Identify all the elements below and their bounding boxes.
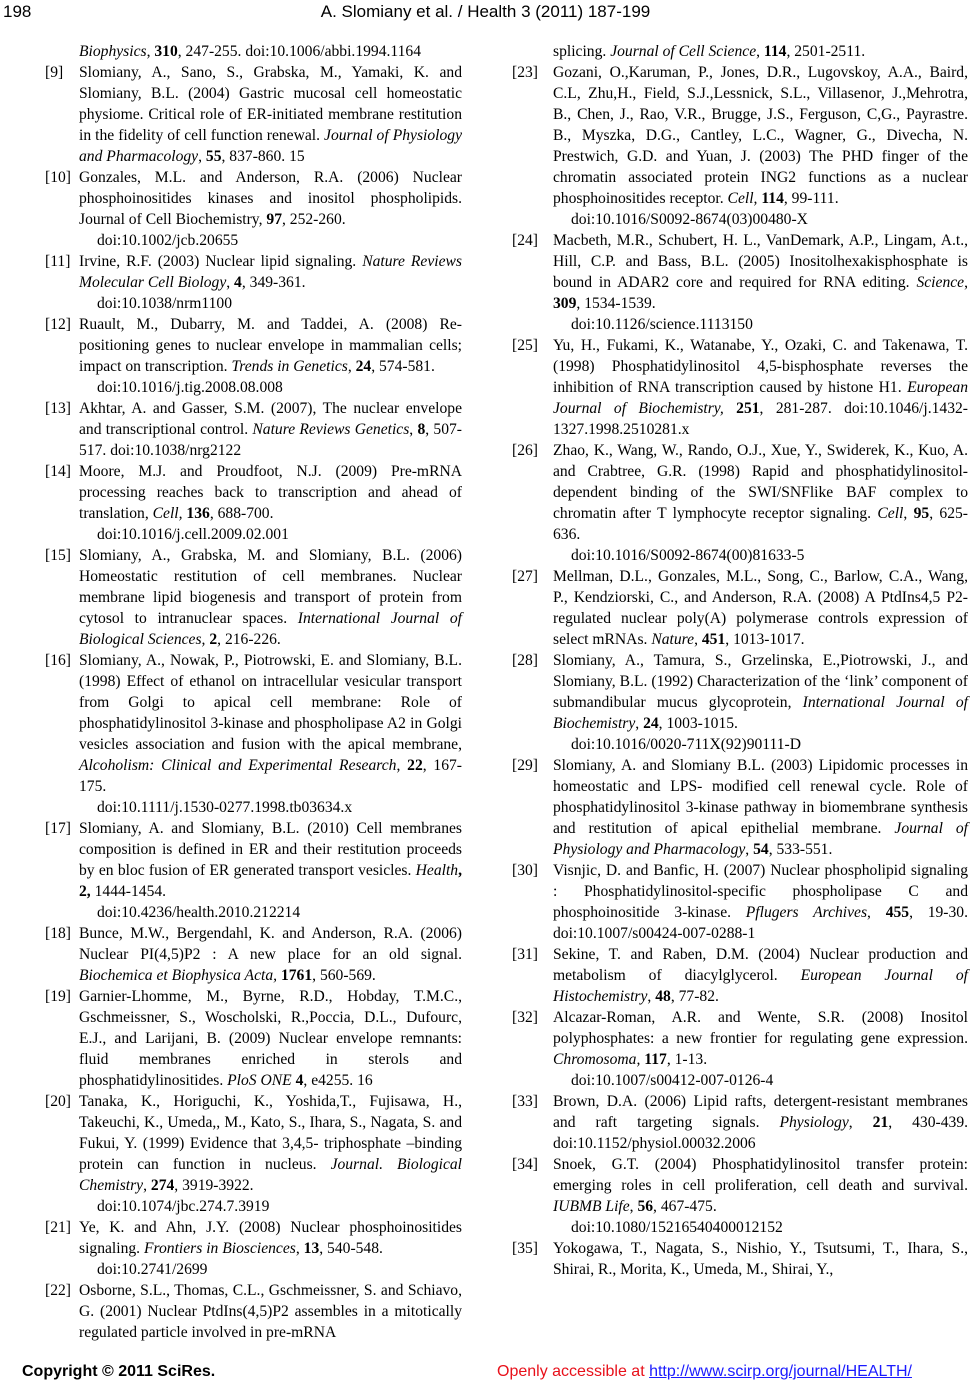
reference-entry [45,398,462,461]
reference-number: [21] [45,1219,71,1236]
reference-text: Slomiany, A., Grabska, M. and Slomiany, B.L. (2006) Homeostatic restitution of cell membranes. Nuclear membrane lipid biogenesis and transport of protein from cytosol to intranuclear spaces. [79,547,462,627]
reference-entry [45,545,462,650]
volume-number: 2 [209,631,218,648]
reference-text: , [903,505,914,522]
reference-text: , [143,1177,151,1194]
journal-title: International Journal of Biochemistry [553,694,968,732]
reference-number: [18] [45,925,71,942]
journal-title: Biochemica et Biophysica Acta, [79,967,278,984]
reference-text: , 507-517. doi:10.1038/nrg2122 [79,421,462,459]
journal-title: Journal of Cell Science [610,43,757,60]
reference-number: [28] [512,652,538,669]
reference-text: , 167-175. [79,757,462,795]
reference-text: , [756,43,764,60]
reference-text: Gozani, O.,Karuman, P., Jones, D.R., Lugovskoy, A.A., Baird, C.L, Zhu,H., Field, S.J.,Lessnick, S.L., Villasenor, J.,Mehrotra, B., Chen, J., Rao, V.R., Brugge, J.S., Ferguson, C,G., Payrastre. B., Myszka, D.G., Cantley, L.C., Wagner, G., Divecha, N. Prestwich, G.D. and Yuan, J. (2003) The PHD finger of the chromatin associated protein ING2 functions as a nuclear phosphoinositides receptor. [553,64,968,207]
reference-number: [33] [512,1093,538,1110]
reference-entry [512,335,968,440]
reference-number: [34] [512,1156,538,1173]
reference-text: 1444-1454. [90,883,167,900]
reference-entry [512,1091,968,1154]
reference-number: [29] [512,757,538,774]
reference-text: , 574-581. [371,358,435,375]
volume-number: 117 [644,1051,667,1068]
volume-number: 274 [150,1177,175,1194]
journal-title: Journal of Physiology and Pharmacology [553,820,968,858]
page-footer [0,1363,971,1385]
doi-text: doi:10.1126/science.1113150 [571,316,753,333]
reference-text: Ruault, M., Dubarry, M. and Taddei, A. (2008) Re-positioning genes to nuclear envelope in mammalian cells; impact on transcription. [79,316,462,375]
reference-number: [10] [45,169,71,186]
reference-text: Akhtar, A. and Gasser, S.M. (2007), The nuclear envelope and transcriptional control. [79,400,462,438]
reference-entry [45,461,462,545]
volume-number: 56 [637,1198,654,1215]
journal-title: Health [415,862,459,879]
reference-text: , [198,148,206,165]
reference-text: , [396,757,408,774]
volume-number: 24 [643,715,659,732]
reference-column-right [512,41,968,1280]
volume-number: 1761 [280,967,313,984]
volume-number: 95 [913,505,930,522]
doi-text: doi:10.1016/0020-711X(92)90111-D [571,736,801,753]
reference-text: , 1003-1015. [658,715,738,732]
access-label: Openly accessible at [497,1363,650,1380]
reference-text [724,400,736,417]
reference-entry [45,314,462,398]
volume-number: 22 [407,757,423,774]
reference-text: , 1534-1539. [576,295,656,312]
reference-text: Mellman, D.L., Gonzales, M.L., Song, C., Barlow, C.A., Wang, P., Kendziorski, C., and Anderson, R.A. (2008) A PtdIns4,5 P2-regulated nuclear poly(A) polymerase controls expression of select mRNAs. [553,568,968,648]
reference-entry [512,755,968,860]
reference-text: , 1013-1017. [725,631,805,648]
doi-text: doi:10.1016/S0092-8674(00)81633-5 [571,547,805,564]
reference-entry [512,566,968,650]
reference-text: , 467-475. [653,1198,717,1215]
journal-title: Science [916,274,965,291]
reference-text: Moore, M.J. and Proudfoot, N.J. (2009) Pre-mRNA processing reaches back to transcription and ahead of translation, [79,463,462,522]
reference-text: , [226,274,235,291]
page-number: 198 [3,2,32,21]
reference-text: , 99-111. [783,190,839,207]
reference-number: [19] [45,988,71,1005]
doi-text: doi:10.1002/jcb.20655 [97,232,239,249]
page-header [0,2,971,26]
access-notice [497,1363,912,1381]
reference-number: [32] [512,1009,538,1026]
reference-number: [23] [512,64,538,81]
reference-text: , 281-287. doi:10.1046/j.1432-1327.1998.2510281.x [553,400,968,438]
reference-continuation [512,41,968,62]
reference-number: [9] [45,64,64,81]
reference-entry [45,650,462,818]
reference-text: , [848,1114,873,1131]
reference-entry [45,167,462,251]
doi-text: doi:10.4236/health.2010.212214 [97,904,301,921]
journal-title: Alcoholism: Clinical and Experimental Research [79,757,397,774]
reference-text: , [635,715,644,732]
reference-number: [17] [45,820,71,837]
doi-text: doi:10.1007/s00412-007-0126-4 [571,1072,774,1089]
reference-text: Slomiany, A., Sano, S., Grabska, M., Yamaki, K. and Slomiany, B.L. (2004) Gastric mucosal cell homeostatic physiome. Critical role of ER-initiated membrane restitution in the fidelity of cell function renewal. [79,64,462,144]
journal-title: Chromosoma, [553,1051,641,1068]
reference-number: [31] [512,946,538,963]
volume-number: 309 [553,295,577,312]
reference-number: [24] [512,232,538,249]
journal-title: Trends in Genetics [231,358,348,375]
reference-entry [45,818,462,923]
reference-text: Gonzales, M.L. and Anderson, R.A. (2006) Nuclear phosphoinositides kinases and inositol phospholipids. Journal of Cell Biochemistry, [79,169,462,228]
reference-text: Bunce, M.W., Bergendahl, K. and Anderson, R.A. (2006) Nuclear PI(4,5)P2 : A new place for an old signal. [79,925,462,963]
journal-title: International Journal of Biological Sciences, [79,610,462,648]
doi-text: doi:10.1074/jbc.274.7.3919 [97,1198,270,1215]
reference-entry [45,986,462,1091]
reference-text: , [347,358,356,375]
reference-number: [14] [45,463,71,480]
reference-text: Slomiany, A. and Slomiany, B.L. (2010) Cell membranes composition is defined in ER and their restitution proceeds by en bloc fusion of ER generated transport vesicles. [79,820,462,879]
reference-text: , 837-860. 15 [221,148,305,165]
journal-title: PloS ONE [227,1072,292,1089]
reference-entry [45,251,462,314]
reference-text: , [146,43,155,60]
volume-number: 21 [872,1114,889,1131]
journal-title: Cell, [727,190,758,207]
reference-entry [45,1280,462,1343]
journal-link[interactable]: http://www.scirp.org/journal/HEALTH/ [649,1363,912,1380]
reference-entry [512,230,968,335]
journal-title: Nature Reviews Molecular Cell Biology [79,253,462,291]
journal-title: Journal. Biological Chemistry [79,1156,462,1194]
reference-text: , [867,904,886,921]
running-title: A. Slomiany et al. / Health 3 (2011) 187-199 [320,2,651,21]
reference-text: , 247-255. doi:10.1006/abbi.1994.1164 [177,43,422,60]
reference-text: Tanaka, K., Horiguchi, K., Yoshida,T., Fujisawa, H., Takeuchi, K., Umeda,, M., Kato, S., Ihara, S., Nagata, S. and Fukui, Y. (1999) Evidence that 3,4,5- triphosphate –binding protein can function in nucleus. [79,1093,462,1173]
reference-text: Sekine, T. and Raben, D.M. (2004) Nuclear production and metabolism of diacylglycerol. [553,946,968,984]
reference-entry [512,440,968,566]
volume-number: 451 [701,631,726,648]
reference-text: Osborne, S.L., Thomas, C.L., Gschmeissner, S. and Schiavo, G. (2001) Nuclear PtdIns(4,5)P2 assembles in a mitotically regulated particle involved in pre-mRNA [79,1282,462,1341]
reference-text: , e4255. 16 [303,1072,373,1089]
reference-text: , [295,1240,304,1257]
reference-entry [512,944,968,1007]
reference-text: Yu, H., Fukami, K., Watanabe, Y., Ozaki, C. and Takenawa, T. (1998) Phosphatidylinositol 4,5-bisphosphate reverses the inhibition of RNA transcription caused by histone H1. [553,337,968,396]
reference-text: , [647,988,656,1005]
reference-entry [512,650,968,755]
journal-title: European Journal of Biochemistry, [553,379,968,417]
reference-text: , 2501-2511. [786,43,866,60]
doi-text: doi:10.1016/j.cell.2009.02.001 [97,526,289,543]
volume-number: 54 [753,841,769,858]
reference-text: , [964,274,968,291]
reference-text: , 560-569. [312,967,376,984]
volume-number: 97 [266,211,282,228]
volume-number: 4 [234,274,242,291]
reference-column-left [45,41,462,1343]
journal-title: Nature Reviews Genetics [252,421,410,438]
doi-text: doi:10.2741/2699 [97,1261,208,1278]
copyright-notice: Copyright © 2011 SciRes. [22,1363,216,1380]
journal-title: Journal of Physiology and Pharmacology [79,127,462,165]
volume-number: 8 [417,421,426,438]
reference-text: Irvine, R.F. (2003) Nuclear lipid signaling. [79,253,363,270]
doi-text: doi:10.1016/j.tig.2008.08.008 [97,379,283,396]
reference-continuation [45,41,462,62]
reference-number: [26] [512,442,538,459]
reference-entry [512,1238,968,1280]
reference-number: [20] [45,1093,71,1110]
reference-text: Slomiany, A. and Slomiany B.L. (2003) Lipidomic processes in homeostatic and LPS- modified cell renewal cycle. Role of phosphatidylinositol 3-kinase pathway in biomembrane synthesis and restitution of apical epithelial membrane. [553,757,968,837]
reference-text: , 216-226. [217,631,281,648]
reference-entry [45,923,462,986]
reference-entry [512,860,968,944]
reference-text: Yokogawa, T., Nagata, S., Nishio, Y., Tsutsumi, T., Ihara, S., Shirai, R., Morita, K., Umeda, M., Shirai, Y., [553,1240,968,1278]
volume-number: 114 [763,43,787,60]
reference-text: , [694,631,702,648]
reference-entry [512,1154,968,1238]
reference-text: , [745,841,754,858]
reference-number: [35] [512,1240,538,1257]
reference-text: Zhao, K., Wang, W., Rando, O.J., Xue, Y., Swiderek, K., Kuo, A. and Crabtree, G.R. (1998) Rapid and phosphatidylinositol-dependent binding of the SWI/SNFlike BAF complex to chromatin after T lymphocyte receptor signaling. [553,442,968,522]
journal-title: Frontiers in Biosciences [143,1240,296,1257]
journal-title: Cell, [152,505,183,522]
reference-text: , 349-361. [241,274,306,291]
volume-number: 114 [761,190,784,207]
journal-title: Pflugers Archives [745,904,868,921]
reference-number: [16] [45,652,71,669]
reference-text: Alcazar-Roman, A.R. and Wente, S.R. (2008) Inositol polyphosphates: a new frontier for regulating gene expression. [553,1009,968,1047]
reference-text: , 77-82. [670,988,719,1005]
reference-text: , 688-700. [209,505,274,522]
volume-number: 55 [205,148,222,165]
doi-text: doi:10.1080/15216540400012152 [571,1219,783,1236]
reference-text: Slomiany, A., Tamura, S., Grzelinska, E.,Piotrowski, J., and Slomiany, B.L. (1992) Characterization of the ‘link’ component of submandibular mucus glycoprotein, [553,652,968,711]
reference-text: , 430-439. doi:10.1152/physiol.00032.2006 [553,1114,969,1152]
volume-number: 4 [295,1072,304,1089]
reference-number: [15] [45,547,71,564]
reference-text: Visnjic, D. and Banfic, H. (2007) Nuclear phospholipid signaling : Phosphatidylinositol-specific phospholipase C and phosphoinositide 3-kinase. [553,862,968,921]
volume-number: 13 [303,1240,320,1257]
reference-text: , 252-260. [281,211,346,228]
journal-title: Biophysics [79,43,147,60]
reference-number: [27] [512,568,538,585]
reference-text: Ye, K. and Ahn, J.Y. (2008) Nuclear phosphoinositides signaling. [79,1219,462,1257]
reference-text: Garnier-Lhomme, M., Byrne, R.D., Hobday, T.M.C., Gschmeissner, S., Woscholski, R.,Poccia, D.L., Dufourc, E.J., and Larijani, B. (2009) Nuclear envelope remnants: fluid membranes enriched in sterols and phosphatidylinositides. [79,988,462,1089]
volume-number: 455 [885,904,910,921]
reference-text: Macbeth, M.R., Schubert, H. L., VanDemark, A.P., Lingam, A.t., Hill, C.P. and Bass, B.L. (2005) Inositolhexakisphosphate is bound in ADAR2 core and required for RNA editing. [553,232,968,291]
reference-entry [45,1217,462,1280]
reference-number: [13] [45,400,71,417]
journal-title: Cell [877,505,904,522]
reference-text: , [409,421,418,438]
reference-text: , [629,1198,638,1215]
journal-title: Nature [651,631,695,648]
volume-number: 251 [736,400,760,417]
volume-number: 48 [655,988,671,1005]
reference-entry [512,1007,968,1091]
reference-text: , 3919-3922. [174,1177,254,1194]
reference-entry [45,1091,462,1217]
reference-number: [22] [45,1282,71,1299]
reference-text: , 19-30. doi:10.1007/s00424-007-0288-1 [553,904,968,942]
reference-entry [512,62,968,230]
reference-text: , 1-13. [666,1051,708,1068]
volume-number: 310 [154,43,178,60]
reference-number: [11] [45,253,71,270]
reference-number: [12] [45,316,71,333]
reference-number: [25] [512,337,538,354]
reference-text: , 625-636. [553,505,968,543]
volume-number: , 2, [79,862,462,900]
volume-number: 136 [186,505,210,522]
reference-entry [45,62,462,167]
doi-text: doi:10.1111/j.1530-0277.1998.tb03634.x [97,799,353,816]
journal-title: Physiology [779,1114,849,1131]
reference-text: splicing. [553,43,611,60]
reference-text: , 533-551. [768,841,833,858]
reference-text: , 540-548. [319,1240,383,1257]
doi-text: doi:10.1038/nrm1100 [97,295,232,312]
doi-text: doi:10.1016/S0092-8674(03)00480-X [571,211,808,228]
reference-text: Brown, D.A. (2006) Lipid rafts, detergent-resistant membranes and raft targeting signals. [553,1093,968,1131]
reference-text: Snoek, G.T. (2004) Phosphatidylinositol transfer protein: emerging roles in cell proliferation, cell death and survival. [553,1156,968,1194]
reference-number: [30] [512,862,538,879]
journal-title: European Journal of Histochemistry [553,967,968,1005]
reference-text: Slomiany, A., Nowak, P., Piotrowski, E. and Slomiany, B.L. (1998) Effect of ethanol on intracellular vesicular transport from Golgi to apical cell membrane: Role of phosphatidylinositol 3-kinase and phospholipase A2 in Golgi vesicles association and fusion with the apical membrane, [79,652,462,753]
volume-number: 24 [355,358,372,375]
journal-title: IUBMB Life [553,1198,630,1215]
